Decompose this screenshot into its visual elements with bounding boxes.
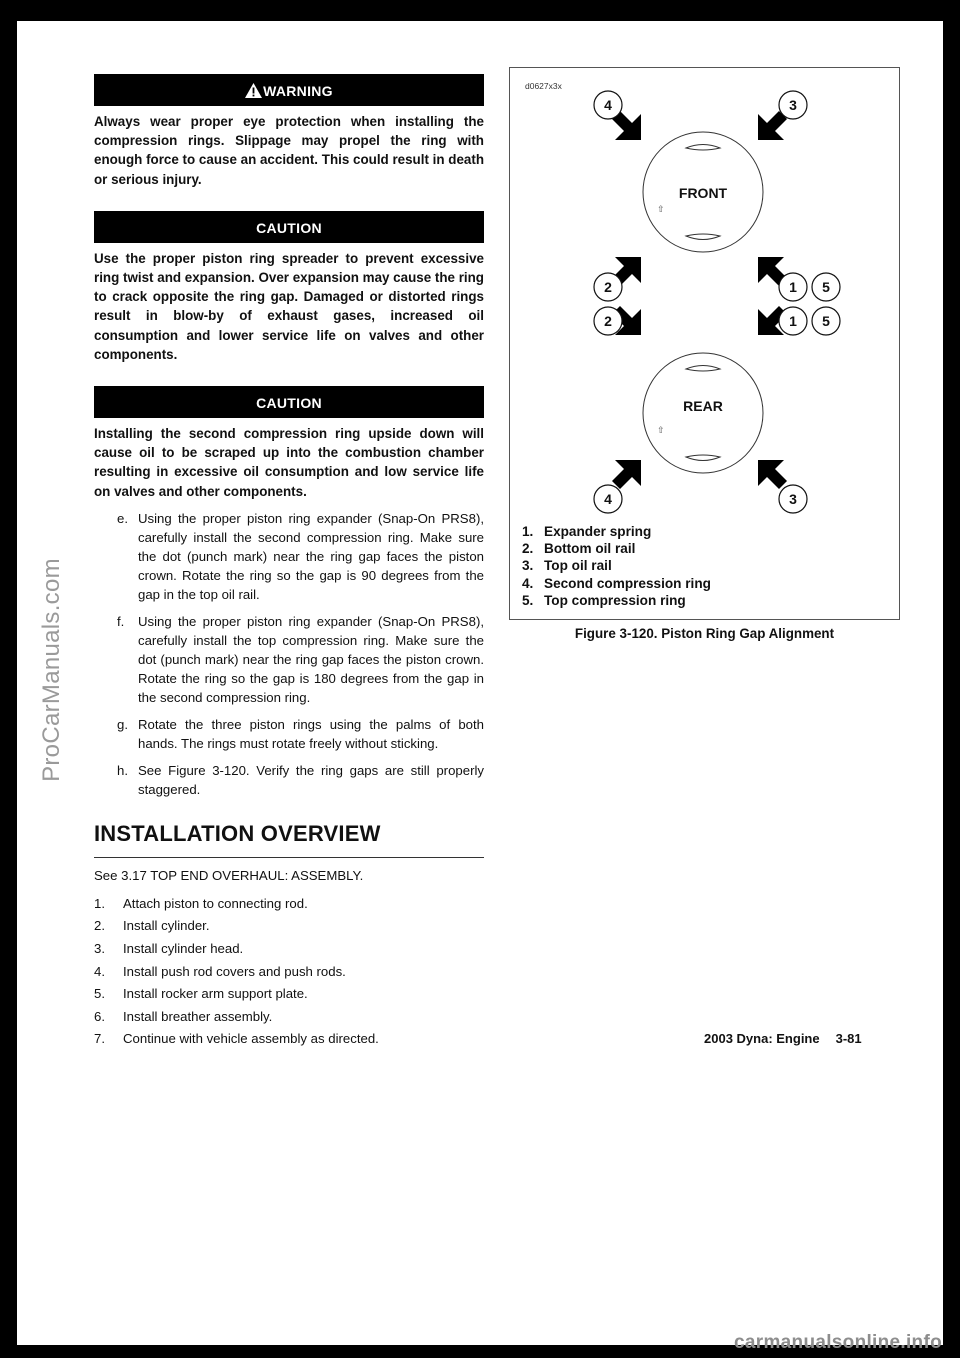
ring-gap-diagram	[510, 68, 901, 523]
page-number: 3-81	[835, 1031, 862, 1046]
caution-banner: CAUTION	[94, 386, 484, 418]
svg-text:1: 1	[789, 279, 797, 295]
svg-text:⇧: ⇧	[657, 425, 665, 435]
warning-text: Always wear proper eye protection when installing the compression rings. Slippage may propel the ring with enough force to cause an accident. This could result in death or serious injury.	[94, 114, 484, 187]
warning-triangle-icon	[245, 83, 262, 98]
caution-text: Installing the second compression ring upside down will cause oil to be scraped up into the combustion chamber resulting in excessive oil consumption and low service life on valves and other components.	[94, 426, 484, 499]
caution-text: Use the proper piston ring spreader to prevent excessive ring twist and expansion. Over expansion may cause the ring to crack opposite the ring gap. Damaged or distorted rings result in blow-by of exhaust gases, increased oil consumption and lower service life on valves and other components.	[94, 250, 484, 362]
list-item: 5. Install rocker arm support plate.	[94, 986, 308, 1002]
side-watermark: ProCarManuals.com	[38, 558, 65, 782]
page-footer	[704, 1031, 862, 1046]
rear-piston	[643, 353, 763, 473]
front-piston	[643, 132, 763, 252]
svg-text:4: 4	[604, 97, 612, 113]
step-text: Using the proper piston ring expander (Snap-On PRS8), carefully install the top compression ring. Make sure the dot (punch mark) near the ring gap faces the piston crown. Rotate the ring so the gap is 180 degrees from the gap in the second compression ring.	[138, 613, 484, 705]
svg-text:2: 2	[604, 313, 612, 329]
step-label: f.	[117, 613, 125, 629]
svg-text:4: 4	[604, 491, 612, 507]
list-item: 3. Install cylinder head.	[94, 941, 244, 957]
procedure-step	[117, 761, 484, 799]
svg-text:FRONT: FRONT	[678, 185, 728, 201]
figure-caption: Figure 3-120. Piston Ring Gap Alignment	[574, 626, 835, 641]
piston-ring-figure	[509, 67, 900, 620]
caution-banner: CAUTION	[94, 211, 484, 243]
list-item: 6. Install breather assembly.	[94, 1008, 273, 1024]
procedure-step	[117, 509, 484, 604]
svg-text:1: 1	[789, 313, 797, 329]
legend-item: 3. Top oil rail	[522, 558, 612, 574]
procedure-steps	[94, 509, 484, 799]
step-text: Rotate the three piston rings using the palms of both hands. The rings must rotate freely without sticking.	[138, 716, 484, 751]
list-item: 4. Install push rod covers and push rods.	[94, 963, 346, 979]
svg-text:2: 2	[604, 279, 612, 295]
legend-item: 4. Second compression ring	[522, 575, 711, 591]
installation-list	[94, 893, 484, 1051]
caution-block-2	[94, 386, 484, 501]
legend-item: 2. Bottom oil rail	[522, 541, 636, 557]
list-item: 7. Continue with vehicle assembly as directed.	[94, 1031, 379, 1047]
footer-title: 2003 Dyna: Engine	[704, 1031, 820, 1046]
procedure-step	[117, 715, 484, 753]
legend-item: 1. Expander spring	[522, 524, 652, 539]
section-intro: See 3.17 TOP END OVERHAUL: ASSEMBLY.	[94, 867, 364, 883]
figure-legend	[522, 523, 711, 609]
list-item: 2. Install cylinder.	[94, 918, 210, 934]
step-text: See Figure 3-120. Verify the ring gaps are still properly staggered.	[138, 762, 484, 797]
left-column	[94, 74, 484, 1051]
figure-id: d0627x3x	[525, 81, 562, 91]
step-label: g.	[117, 716, 128, 732]
svg-text:3: 3	[789, 97, 797, 113]
svg-text:3: 3	[789, 491, 797, 507]
svg-text:⇧: ⇧	[657, 204, 665, 214]
svg-text:5: 5	[822, 313, 830, 329]
legend-item: 5. Top compression ring	[522, 592, 686, 608]
procedure-step	[117, 612, 484, 707]
section-heading: INSTALLATION OVERVIEW	[94, 821, 484, 858]
warning-title: WARNING	[263, 83, 333, 99]
bottom-watermark: carmanualsonline.info	[734, 1332, 942, 1353]
step-label: e.	[117, 510, 128, 526]
caution-block-1	[94, 211, 484, 364]
warning-block	[94, 74, 484, 189]
list-item: 1. Attach piston to connecting rod.	[94, 895, 308, 911]
step-text: Using the proper piston ring expander (Snap-On PRS8), carefully install the second compression ring. Make sure the dot (punch mark) near the ring gap faces the piston crown. Rotate the ring so the gap is 90 degrees from the gap in the top oil rail.	[138, 510, 484, 602]
warning-banner	[94, 74, 484, 106]
svg-text:REAR: REAR	[683, 398, 723, 414]
step-label: h.	[117, 762, 128, 778]
svg-text:5: 5	[822, 279, 830, 295]
